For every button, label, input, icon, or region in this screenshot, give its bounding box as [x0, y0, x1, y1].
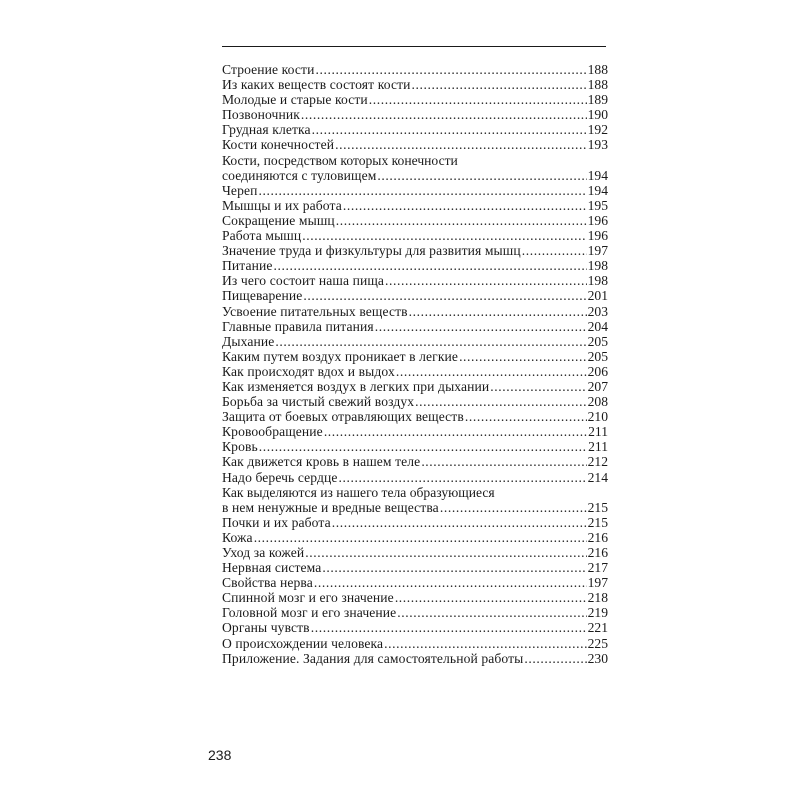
- toc-dot-leader: [396, 364, 587, 379]
- toc-entry-line: [222, 500, 608, 515]
- toc-entry-title: Усвоение питательных веществ: [222, 303, 408, 319]
- toc-entry-line: [222, 77, 608, 92]
- toc-entry-page: 195: [587, 197, 608, 213]
- toc-entry-title: Спинной мозг и его значение: [222, 590, 394, 606]
- toc-entry-line: [222, 258, 608, 273]
- toc-dot-leader: [322, 560, 586, 575]
- toc-entry-line: [222, 470, 608, 485]
- toc-entry-line: [222, 560, 608, 575]
- toc-entry-line: [222, 92, 608, 107]
- toc-entry-page: 204: [587, 318, 608, 334]
- toc-entry: [222, 273, 608, 288]
- toc-entry: [222, 439, 608, 454]
- toc-entry-page: 190: [587, 107, 608, 123]
- toc-dot-leader: [375, 319, 587, 334]
- toc-entry-page: 210: [587, 409, 608, 425]
- toc-entry-page: 208: [587, 394, 608, 410]
- toc-entry: [222, 424, 608, 439]
- toc-entry-line: [222, 183, 608, 198]
- toc-entry-title: Защита от боевых отравляющих веществ: [222, 409, 464, 425]
- toc-entry: [222, 515, 608, 530]
- toc-entry-page: 198: [587, 258, 608, 274]
- toc-dot-leader: [302, 228, 586, 243]
- toc-entry-line: [222, 545, 608, 560]
- toc-entry-title: Позвоночник: [222, 107, 300, 123]
- toc-dot-leader: [314, 575, 587, 590]
- toc-entry: [222, 620, 608, 635]
- toc-entry-line: [222, 605, 608, 620]
- toc-dot-leader: [339, 470, 587, 485]
- toc-dot-leader: [335, 137, 587, 152]
- toc-entry-page: 206: [587, 363, 608, 379]
- toc-entry-line: [222, 213, 608, 228]
- top-rule: [222, 46, 606, 47]
- toc-entry-line: [222, 636, 608, 651]
- toc-dot-leader: [397, 605, 586, 620]
- toc-dot-leader: [384, 636, 586, 651]
- toc-entry-page: 188: [587, 62, 608, 77]
- toc-entry: [222, 62, 608, 77]
- toc-entry-page: 212: [587, 454, 608, 470]
- toc-dot-leader: [440, 500, 587, 515]
- toc-entry-page: 216: [587, 529, 608, 545]
- toc-entry: [222, 92, 608, 107]
- toc-entry: [222, 349, 608, 364]
- toc-entry: [222, 364, 608, 379]
- toc-entry-title: Питание: [222, 258, 273, 274]
- toc-entry-page: 197: [587, 575, 608, 591]
- toc-entry-page: 189: [587, 92, 608, 108]
- toc-entry-line: [222, 394, 608, 409]
- toc-entry-line: [222, 364, 608, 379]
- toc-entry: [222, 288, 608, 303]
- toc-entry-line: [222, 62, 608, 77]
- toc-entry: [222, 213, 608, 228]
- toc-entry-title: соединяются с туловищем: [222, 167, 377, 183]
- toc-dot-leader: [421, 454, 586, 469]
- toc-entry-page: 218: [587, 590, 608, 606]
- toc-entry-title: Главные правила питания: [222, 318, 374, 334]
- toc-entry-line: [222, 122, 608, 137]
- toc-entry-title: Как происходят вдох и выдох: [222, 363, 395, 379]
- toc-entry-page: 201: [587, 288, 608, 304]
- toc-entry-title: в нем ненужные и вредные вещества: [222, 499, 439, 515]
- toc-entry: [222, 183, 608, 198]
- toc-dot-leader: [369, 92, 587, 107]
- toc-entry-title: Как изменяется воздух в легких при дыхании: [222, 378, 490, 394]
- toc-entry-title: Пищеварение: [222, 288, 303, 304]
- toc-entry-title: Молодые и старые кости: [222, 92, 368, 108]
- toc-entry-title: Кости конечностей: [222, 137, 335, 153]
- toc-entry-line: [222, 515, 608, 530]
- toc-entry-title: Из каких веществ состоят кости: [222, 77, 411, 93]
- toc-entry: [222, 243, 608, 258]
- toc-dot-leader: [524, 651, 586, 666]
- toc-entry-line: [222, 319, 608, 334]
- toc-entry-title: Грудная клетка: [222, 122, 311, 138]
- toc-entry: [222, 77, 608, 92]
- toc-entry: [222, 560, 608, 575]
- toc-entry-page: 221: [587, 620, 608, 636]
- toc-entry-page: 211: [588, 424, 608, 440]
- toc-entry-title: Значение труда и физкультуры для развития мышц: [222, 243, 521, 259]
- toc-entry-page: 196: [587, 212, 608, 228]
- toc-entry-title-line1: Как выделяются из нашего тела образующиеся: [222, 484, 495, 500]
- toc-dot-leader: [324, 424, 587, 439]
- toc-entry-title: Надо беречь сердце: [222, 469, 338, 485]
- toc-entry-line: [222, 409, 608, 424]
- toc-entry-page: 215: [587, 514, 608, 530]
- toc-entry: [222, 198, 608, 213]
- toc-entry-page: 192: [587, 122, 608, 138]
- toc-entry: [222, 485, 608, 515]
- toc-entry: [222, 304, 608, 319]
- toc-entry-page: 193: [587, 137, 608, 153]
- toc-dot-leader: [377, 168, 586, 183]
- toc-entry-page: 207: [587, 378, 608, 394]
- toc-dot-leader: [305, 545, 586, 560]
- toc-entry-line: [222, 198, 608, 213]
- toc-dot-leader: [336, 213, 587, 228]
- toc-entry-line: [222, 620, 608, 635]
- toc-entry: [222, 379, 608, 394]
- toc-entry: [222, 153, 608, 183]
- toc-entry-page: 196: [587, 228, 608, 244]
- toc-entry: [222, 228, 608, 243]
- toc-entry-line: [222, 168, 608, 183]
- toc-entry-line: [222, 349, 608, 364]
- toc-entry-title: Сокращение мышц: [222, 212, 335, 228]
- toc-dot-leader: [465, 409, 587, 424]
- toc-entry-page: 198: [587, 273, 608, 289]
- toc-entry-page: 217: [587, 560, 608, 576]
- toc-entry-line: [222, 590, 608, 605]
- toc-entry-title: Дыхание: [222, 333, 275, 349]
- toc-entry-title: Строение кости: [222, 62, 315, 77]
- toc-dot-leader: [395, 590, 587, 605]
- toc-entry: [222, 605, 608, 620]
- toc-entry: [222, 319, 608, 334]
- toc-dot-leader: [312, 122, 587, 137]
- toc-entry-line: [222, 243, 608, 258]
- toc-entry-line: [222, 107, 608, 122]
- toc-entry-line: [222, 304, 608, 319]
- toc-entry: [222, 651, 608, 666]
- toc-entry: [222, 334, 608, 349]
- toc-entry: [222, 122, 608, 137]
- toc-dot-leader: [258, 183, 586, 198]
- toc-dot-leader: [522, 243, 587, 258]
- toc-entry-line: [222, 530, 608, 545]
- toc-entry: [222, 409, 608, 424]
- toc-entry: [222, 454, 608, 469]
- toc-dot-leader: [259, 439, 587, 454]
- toc-dot-leader: [459, 349, 587, 364]
- toc-entry-line: [222, 439, 608, 454]
- toc-entry-page: 214: [587, 469, 608, 485]
- toc-entry-title: Мышцы и их работа: [222, 197, 342, 213]
- toc-entry-title: Борьба за чистый свежий воздух: [222, 394, 415, 410]
- toc-entry-title: Органы чувств: [222, 620, 310, 636]
- toc-entry-page: 230: [587, 650, 608, 666]
- toc-entry-page: 203: [587, 303, 608, 319]
- toc-dot-leader: [315, 62, 586, 77]
- toc-entry-title: Работа мышц: [222, 228, 302, 244]
- toc-entry-title: Кровообращение: [222, 424, 323, 440]
- toc-entry-line: [222, 228, 608, 243]
- toc-entry-page: 188: [587, 77, 608, 93]
- toc-entry-title: Нервная система: [222, 560, 322, 576]
- toc-entry-line: [222, 575, 608, 590]
- toc-entry: [222, 137, 608, 152]
- page-number: 238: [208, 747, 232, 763]
- toc-dot-leader: [311, 620, 587, 635]
- toc-dot-leader: [254, 530, 587, 545]
- toc-entry-title: Уход за кожей: [222, 545, 305, 560]
- toc-dot-leader: [303, 288, 586, 303]
- toc-entry: [222, 107, 608, 122]
- toc-entry-title: Как движется кровь в нашем теле: [222, 454, 421, 470]
- toc-entry-title: Приложение. Задания для самостоятельной работы: [222, 650, 524, 666]
- toc-entry-page: 225: [587, 635, 608, 651]
- toc-entry-page: 194: [587, 167, 608, 183]
- toc-dot-leader: [332, 515, 587, 530]
- toc-entry-line: [222, 424, 608, 439]
- toc-entry: [222, 258, 608, 273]
- toc-entry: [222, 545, 608, 560]
- toc-dot-leader: [490, 379, 586, 394]
- toc-entry-title: Кожа: [222, 529, 253, 545]
- toc-entry-title: Каким путем воздух проникает в легкие: [222, 348, 459, 364]
- table-of-contents: [222, 62, 608, 666]
- toc-dot-leader: [385, 273, 587, 288]
- toc-entry-page: 194: [587, 182, 608, 198]
- toc-entry: [222, 636, 608, 651]
- toc-entry-page: 219: [587, 605, 608, 621]
- toc-entry-page: 197: [587, 243, 608, 259]
- toc-dot-leader: [412, 77, 587, 92]
- toc-entry-page: 205: [587, 348, 608, 364]
- toc-dot-leader: [274, 258, 587, 273]
- toc-entry: [222, 470, 608, 485]
- toc-entry-page: 205: [587, 333, 608, 349]
- toc-entry-title: Кровь: [222, 439, 258, 455]
- toc-entry-line: [222, 273, 608, 288]
- toc-entry: [222, 575, 608, 590]
- toc-dot-leader: [301, 107, 587, 122]
- toc-entry-title: Свойства нерва: [222, 575, 313, 591]
- toc-entry-title: Из чего состоит наша пища: [222, 273, 385, 289]
- toc-entry-line: [222, 334, 608, 349]
- toc-dot-leader: [343, 198, 587, 213]
- toc-entry-title: Почки и их работа: [222, 514, 331, 530]
- toc-entry-line: [222, 651, 608, 666]
- toc-entry-page: 215: [587, 499, 608, 515]
- toc-dot-leader: [409, 304, 587, 319]
- toc-entry: [222, 394, 608, 409]
- toc-entry-line: [222, 379, 608, 394]
- toc-dot-leader: [415, 394, 586, 409]
- toc-entry-title: Головной мозг и его значение: [222, 605, 397, 621]
- toc-entry: [222, 590, 608, 605]
- toc-entry-title-line1: Кости, посредством которых конечности: [222, 152, 458, 168]
- toc-entry-page: 211: [588, 439, 608, 455]
- toc-entry-line: [222, 137, 608, 152]
- toc-entry: [222, 530, 608, 545]
- toc-dot-leader: [275, 334, 586, 349]
- toc-entry-line: [222, 454, 608, 469]
- toc-entry-title: Череп: [222, 182, 258, 198]
- toc-entry-title: О происхождении человека: [222, 635, 384, 651]
- toc-entry-line: [222, 288, 608, 303]
- toc-entry-page: 216: [587, 545, 608, 560]
